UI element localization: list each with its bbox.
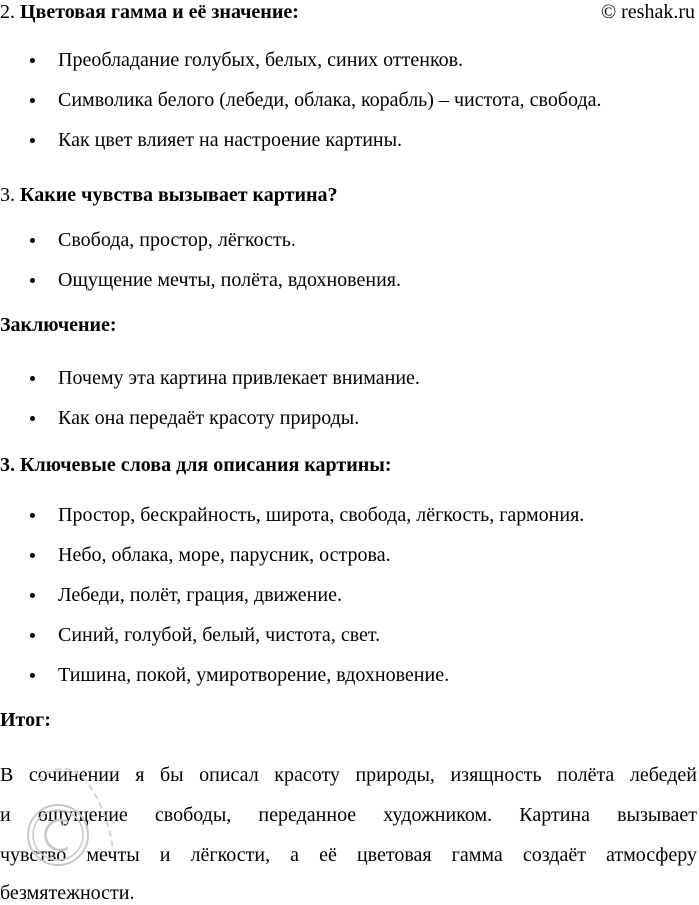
list-item-text: Ощущение мечты, полёта, вдохновения. (58, 269, 401, 291)
section-title: Какие чувства вызывает картина? (20, 184, 338, 206)
section-number: 2. (0, 1, 15, 23)
section-heading (0, 183, 338, 207)
list-item-text: Почему эта картина привлекает внимание. (58, 367, 420, 389)
bullet-icon (30, 58, 35, 63)
bullet-icon (30, 553, 35, 558)
list-item-text: Как она передаёт красоту природы. (58, 407, 360, 429)
summary-line: безмятежности. (0, 882, 135, 904)
bullet-icon (30, 278, 35, 283)
summary-line: чувство мечты и лёгкости, а её цветовая гамма создаёт атмосферу (0, 844, 697, 866)
section-number: 3. (0, 184, 15, 206)
list-item-text: Символика белого (лебеди, облака, корабль) – чистота, свобода. (58, 89, 602, 111)
bullet-icon (30, 138, 35, 143)
section-title: Заключение: (0, 314, 117, 336)
bullet-icon (30, 416, 35, 421)
copyright-label: © reshak.ru (600, 1, 695, 23)
bullet-icon (30, 513, 35, 518)
summary-title: Итог: (0, 709, 51, 731)
bullet-icon (30, 238, 35, 243)
bullet-icon (30, 376, 35, 381)
list-item-text: Простор, бескрайность, широта, свобода, лёгкость, гармония. (58, 504, 585, 526)
bullet-icon (30, 593, 35, 598)
summary-line: и ощущение свободы, переданное художником. Картина вызывает (0, 804, 697, 826)
section-title: 3. Ключевые слова для описания картины: (0, 454, 392, 476)
bullet-icon (30, 98, 35, 103)
list-item-text: Преобладание голубых, белых, синих оттенков. (58, 49, 464, 71)
summary-line: В сочинении я бы описал красоту природы, изящность полёта лебедей (0, 764, 697, 786)
list-item-text: Лебеди, полёт, грация, движение. (58, 584, 342, 606)
list-item-text: Свобода, простор, лёгкость. (58, 229, 296, 251)
list-item-text: Как цвет влияет на настроение картины. (58, 129, 403, 151)
list-item-text: Синий, голубой, белый, чистота, свет. (58, 624, 381, 646)
list-item-text: Тишина, покой, умиротворение, вдохновение. (58, 664, 450, 686)
bullet-icon (30, 673, 35, 678)
bullet-icon (30, 633, 35, 638)
section-heading (0, 0, 299, 24)
list-item-text: Небо, облака, море, парусник, острова. (58, 544, 391, 566)
section-title: Цветовая гамма и её значение: (20, 1, 299, 23)
